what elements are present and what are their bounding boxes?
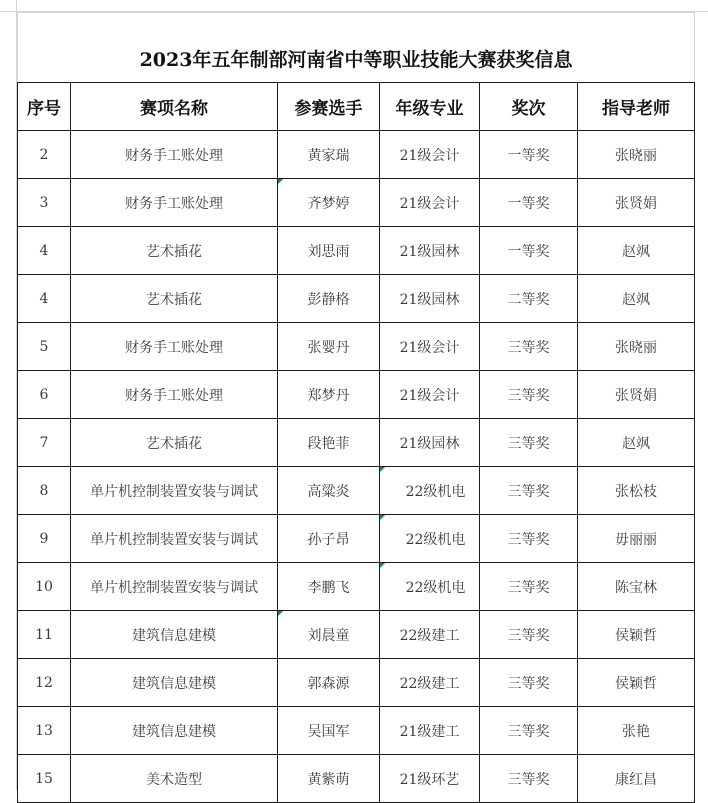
cell-instructor[interactable]: 赵飒 [578, 227, 695, 275]
cell-index[interactable]: 3 [18, 179, 71, 227]
cell-contestant[interactable]: 郑梦丹 [278, 371, 380, 419]
cell-contestant[interactable]: 张婴丹 [278, 323, 380, 371]
cell-event-name[interactable]: 财务手工账处理 [71, 323, 278, 371]
table-row [18, 515, 695, 563]
cell-grade-major[interactable]: 21级建工 [380, 707, 480, 755]
cell-award[interactable]: 三等奖 [480, 611, 578, 659]
cell-event-name[interactable]: 艺术插花 [71, 227, 278, 275]
table-row [18, 323, 695, 371]
sheet-gridline-top [0, 0, 708, 12]
header-index[interactable]: 序号 [18, 83, 71, 131]
cell-instructor[interactable]: 张松枝 [578, 467, 695, 515]
cell-contestant[interactable]: 段艳菲 [278, 419, 380, 467]
cell-index[interactable]: 7 [18, 419, 71, 467]
sheet-gridline-left [0, 0, 17, 790]
cell-grade-major[interactable]: 22级建工 [380, 659, 480, 707]
header-instructor[interactable]: 指导老师 [578, 83, 695, 131]
cell-event-name[interactable]: 艺术插花 [71, 275, 278, 323]
cell-grade-major[interactable]: 22级建工 [380, 611, 480, 659]
cell-award[interactable]: 三等奖 [480, 563, 578, 611]
cell-instructor[interactable]: 康红昌 [578, 755, 695, 803]
cell-award[interactable]: 三等奖 [480, 707, 578, 755]
cell-award[interactable]: 三等奖 [480, 419, 578, 467]
cell-contestant[interactable]: 高粱炎 [278, 467, 380, 515]
cell-award[interactable]: 三等奖 [480, 755, 578, 803]
cell-index[interactable]: 9 [18, 515, 71, 563]
cell-grade-major[interactable]: 21级会计 [380, 179, 480, 227]
table-row [18, 275, 695, 323]
cell-grade-major[interactable]: 21级园林 [380, 275, 480, 323]
cell-contestant[interactable]: 刘晨童 [278, 611, 380, 659]
table-row [18, 371, 695, 419]
cell-event-name[interactable]: 单片机控制装置安装与调试 [71, 563, 278, 611]
table-row [18, 755, 695, 803]
table-row [18, 179, 695, 227]
cell-instructor[interactable]: 侯颖哲 [578, 659, 695, 707]
header-row [18, 83, 695, 131]
award-table [17, 12, 695, 803]
table-title[interactable]: 2023年五年制部河南省中等职业技能大赛获奖信息 [18, 13, 695, 83]
table-row [18, 707, 695, 755]
cell-grade-major[interactable]: 21级园林 [380, 419, 480, 467]
table-row [18, 611, 695, 659]
cell-award[interactable]: 三等奖 [480, 659, 578, 707]
cell-index[interactable]: 12 [18, 659, 71, 707]
cell-index[interactable]: 8 [18, 467, 71, 515]
cell-award[interactable]: 一等奖 [480, 179, 578, 227]
cell-instructor[interactable]: 侯颖哲 [578, 611, 695, 659]
cell-contestant[interactable]: 彭静格 [278, 275, 380, 323]
cell-instructor[interactable]: 张晓丽 [578, 131, 695, 179]
cell-event-name[interactable]: 财务手工账处理 [71, 179, 278, 227]
cell-index[interactable]: 13 [18, 707, 71, 755]
header-grade-major[interactable]: 年级专业 [380, 83, 480, 131]
header-contestant[interactable]: 参赛选手 [278, 83, 380, 131]
cell-contestant[interactable]: 齐梦婷 [278, 179, 380, 227]
cell-grade-major[interactable]: 21级环艺 [380, 755, 480, 803]
cell-index[interactable]: 4 [18, 275, 71, 323]
cell-event-name[interactable]: 财务手工账处理 [71, 371, 278, 419]
cell-award[interactable]: 三等奖 [480, 323, 578, 371]
cell-grade-major[interactable]: 21级园林 [380, 227, 480, 275]
title-row [18, 13, 695, 83]
cell-grade-major[interactable]: 22级机电 [380, 467, 480, 515]
table-row [18, 563, 695, 611]
cell-index[interactable]: 2 [18, 131, 71, 179]
cell-instructor[interactable]: 张晓丽 [578, 323, 695, 371]
table-row [18, 419, 695, 467]
cell-event-name[interactable]: 单片机控制装置安装与调试 [71, 467, 278, 515]
table-row [18, 131, 695, 179]
cell-award[interactable]: 三等奖 [480, 515, 578, 563]
cell-instructor[interactable]: 张贤娟 [578, 371, 695, 419]
cell-grade-major[interactable]: 22级机电 [380, 563, 480, 611]
cell-award[interactable]: 一等奖 [480, 131, 578, 179]
cell-contestant[interactable]: 黄紫萌 [278, 755, 380, 803]
header-event-name[interactable]: 赛项名称 [71, 83, 278, 131]
cell-grade-major[interactable]: 21级会计 [380, 323, 480, 371]
cell-grade-major[interactable]: 21级会计 [380, 131, 480, 179]
cell-index[interactable]: 15 [18, 755, 71, 803]
cell-instructor[interactable]: 毋丽丽 [578, 515, 695, 563]
cell-event-name[interactable]: 艺术插花 [71, 419, 278, 467]
table-row [18, 659, 695, 707]
cell-index[interactable]: 4 [18, 227, 71, 275]
cell-contestant[interactable]: 郭森源 [278, 659, 380, 707]
cell-event-name[interactable]: 建筑信息建模 [71, 659, 278, 707]
cell-grade-major[interactable]: 22级机电 [380, 515, 480, 563]
header-award[interactable]: 奖次 [480, 83, 578, 131]
cell-instructor[interactable]: 张艳 [578, 707, 695, 755]
cell-event-name[interactable]: 建筑信息建模 [71, 611, 278, 659]
cell-event-name[interactable]: 建筑信息建模 [71, 707, 278, 755]
cell-instructor[interactable]: 张贤娟 [578, 179, 695, 227]
cell-index[interactable]: 6 [18, 371, 71, 419]
cell-award[interactable]: 三等奖 [480, 371, 578, 419]
cell-index[interactable]: 11 [18, 611, 71, 659]
cell-award[interactable]: 一等奖 [480, 227, 578, 275]
table-row [18, 467, 695, 515]
table-row [18, 227, 695, 275]
cell-contestant[interactable]: 黄家瑞 [278, 131, 380, 179]
cell-index[interactable]: 10 [18, 563, 71, 611]
cell-instructor[interactable]: 赵飒 [578, 419, 695, 467]
cell-award[interactable]: 二等奖 [480, 275, 578, 323]
cell-instructor[interactable]: 赵飒 [578, 275, 695, 323]
cell-contestant[interactable]: 吴国军 [278, 707, 380, 755]
cell-event-name[interactable]: 财务手工账处理 [71, 131, 278, 179]
cell-contestant[interactable]: 孙子昂 [278, 515, 380, 563]
cell-contestant[interactable]: 刘思雨 [278, 227, 380, 275]
cell-event-name[interactable]: 单片机控制装置安装与调试 [71, 515, 278, 563]
cell-contestant[interactable]: 李鹏飞 [278, 563, 380, 611]
cell-event-name[interactable]: 美术造型 [71, 755, 278, 803]
cell-grade-major[interactable]: 21级会计 [380, 371, 480, 419]
cell-award[interactable]: 三等奖 [480, 467, 578, 515]
cell-instructor[interactable]: 陈宝林 [578, 563, 695, 611]
cell-index[interactable]: 5 [18, 323, 71, 371]
